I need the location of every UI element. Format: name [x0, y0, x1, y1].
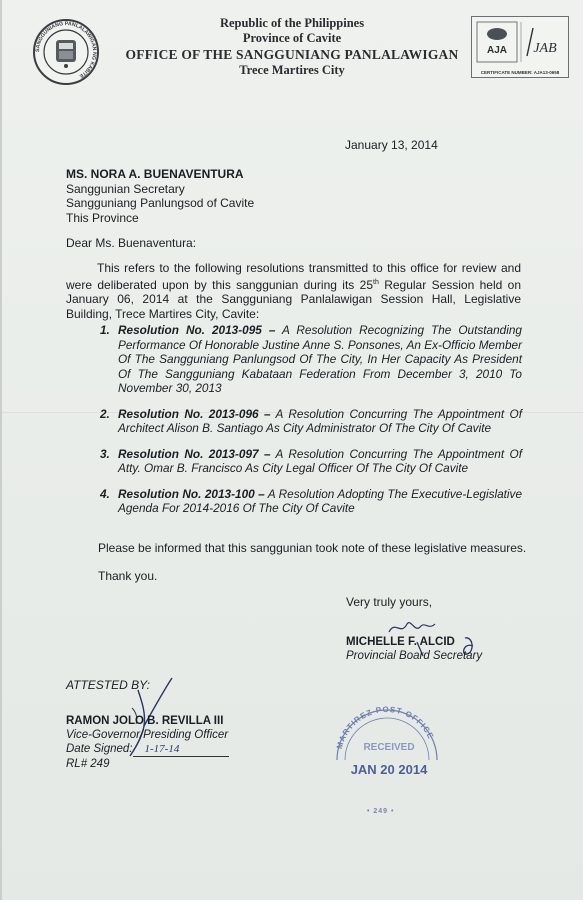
resolution-number: 4.: [100, 486, 110, 501]
signer-name: MICHELLE F. ALCID: [346, 636, 455, 648]
resolution-list: [100, 323, 522, 527]
recipient-name: MS. NORA A. BUENAVENTURA: [66, 167, 244, 181]
attester-name: RAMON JOLO B. REVILLA III: [66, 715, 224, 727]
recipient-location: This Province: [66, 210, 139, 225]
letter-date: January 13, 2014: [345, 138, 438, 152]
certification-logo-icon: [475, 20, 567, 66]
recipient-office: Sangguniang Panlungsod of Cavite: [66, 196, 255, 210]
thanks-line: Thank you.: [98, 569, 158, 583]
resolution-text: A Resolution Adopting The Executive-Legislative Agenda For 2014-2016 Of The City Of Cavite: [118, 486, 523, 515]
resolution-text: A Resolution Recognizing The Outstanding Performance Of Honorable Justine Anne S. Ponsones, An Ex-Officio Member Of The Sangguniang Panlungsod Of The City, In Her Capacity As President Of The Sangguniang Kabataan Federation From December 3, 2010 To November 30, 2013: [118, 323, 522, 395]
header-line-office: OFFICE OF THE SANGGUNIANG PANLALAWIGAN: [125, 47, 459, 62]
list-item: [100, 407, 522, 436]
rl-number: RL# 249: [66, 758, 110, 770]
signer-position: Provincial Board Secretary: [346, 650, 483, 662]
stamp-date: JAN 20 2014: [350, 762, 428, 777]
stamp-top-text: MARTIREZ POST OFFICE: [334, 704, 436, 750]
closing-line: Very truly yours,: [346, 595, 433, 609]
attester-block: [66, 714, 229, 771]
intro-paragraph: [66, 261, 521, 321]
recipient-block: [66, 167, 254, 225]
header-line-republic: Republic of the Philippines: [219, 16, 365, 30]
resolution-title: Resolution No. 2013-096 –: [118, 406, 271, 421]
list-item: [100, 487, 522, 516]
received-stamp-icon: [327, 700, 447, 810]
header-line-province: Province of Cavite: [242, 31, 342, 45]
province-seal-icon: [32, 18, 100, 86]
resolution-title: Resolution No. 2013-097 –: [118, 446, 271, 461]
letterhead: [102, 16, 482, 78]
cert-logo-aja: AJA: [486, 45, 508, 56]
certification-box: [471, 16, 569, 78]
stamp-bottom-text: • 249 •: [367, 808, 395, 815]
signer-block: [346, 635, 482, 663]
notice-paragraph: Please be informed that this sanggunian took note of these legislative measures.: [98, 541, 527, 555]
attester-position: Vice-Governor/Presiding Officer: [66, 729, 229, 741]
seal-ring-text: SANGGUNIANG PANLALAWIGAN NG KABITE: [34, 20, 98, 80]
recipient-title: Sanggunian Secretary: [66, 181, 185, 196]
date-signed-label: Date Signed:: [66, 743, 133, 755]
header-line-city: Trece Martires City: [239, 63, 345, 77]
resolution-text: A Resolution Concurring The Appointment Of Atty. Omar B. Francisco As City Legal Officer Of The City Of Cavite: [118, 446, 522, 475]
resolution-number: 3.: [100, 446, 110, 461]
stamp-received: RECEIVED: [363, 742, 415, 753]
list-item: [100, 447, 522, 476]
intro-text-1: This refers to the following resolutions transmitted to this office for review and were deliberated upon by this sanggunian during its 25: [66, 261, 521, 292]
cert-logo-jab: JAB: [533, 41, 557, 56]
resolution-title: Resolution No. 2013-100 –: [118, 486, 265, 501]
resolution-number: 1.: [100, 323, 110, 337]
intro-text-2: Regular Session held on January 06, 2014 at the Sangguniang Panlalawigan Session Hall, Legislative Building, Trece Martires City, Cavite:: [66, 277, 521, 321]
resolution-number: 2.: [100, 406, 110, 421]
attestation-label: ATTESTED BY:: [66, 678, 151, 692]
resolution-title: Resolution No. 2013-095 –: [118, 323, 276, 337]
date-signed-value: 1-17-14: [133, 742, 229, 757]
list-item: [100, 323, 522, 396]
salutation: Dear Ms. Buenaventura:: [66, 236, 197, 250]
intro-superscript: th: [373, 278, 379, 286]
resolution-text: A Resolution Concurring The Appointment Of Architect Alison B. Santiago As City Administrator Of The City Of Cavite: [118, 406, 522, 435]
certificate-number: CERTIFICATE NUMBER: AJA13-0658: [480, 70, 560, 75]
